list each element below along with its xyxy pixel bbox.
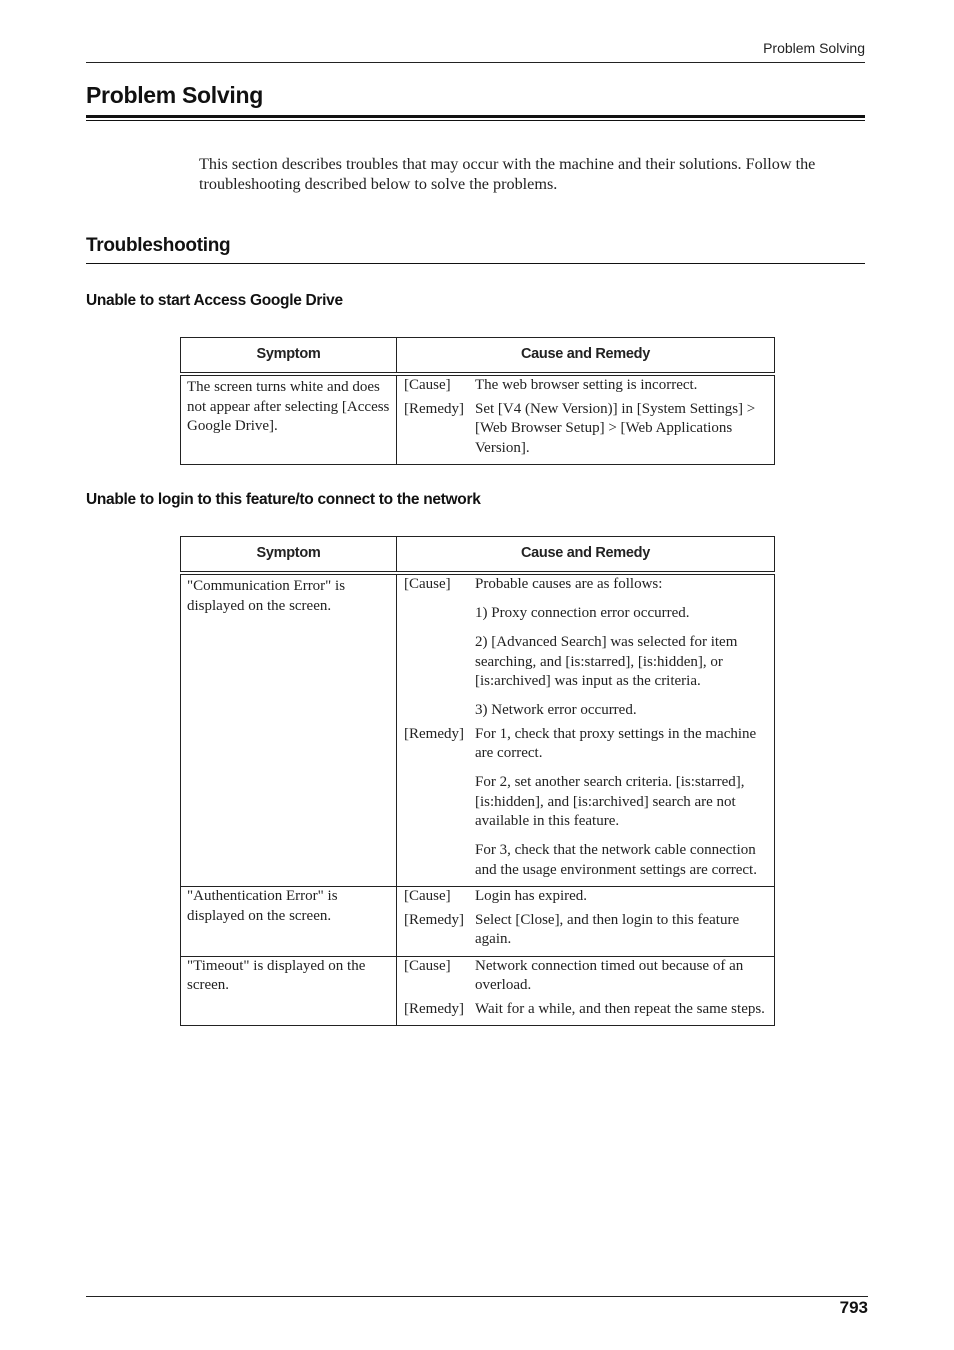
cause-remedy-entry	[404, 911, 767, 950]
section-title-troubleshooting: Troubleshooting	[86, 235, 231, 256]
intro-paragraph: This section describes troubles that may occur with the machine and their solutions. Follow the troubleshooting described below to solve the problems.	[199, 155, 816, 193]
entry-paragraph: 2) [Advanced Search] was selected for item searching, and [is:starred], [is:hidden], or [is:archived] was input as the criteria.	[475, 634, 738, 689]
entry-body	[475, 400, 767, 459]
entry-paragraph: The web browser setting is incorrect.	[475, 377, 698, 393]
entry-paragraph: Wait for a while, and then repeat the same steps.	[475, 1000, 765, 1017]
cause-remedy-entry	[404, 887, 767, 907]
cause-remedy-entry	[404, 1000, 767, 1020]
entry-paragraph: Probable causes are as follows:	[475, 576, 663, 592]
column-header-cause-remedy: Cause and Remedy	[397, 537, 775, 574]
cause-remedy-cell	[397, 956, 775, 1026]
subsection-title-login-network: Unable to login to this feature/to connect to the network	[86, 491, 481, 508]
cause-remedy-entry	[404, 400, 767, 459]
table-row	[181, 956, 775, 1026]
entry-paragraph: Set [V4 (New Version)] in [System Settings] > [Web Browser Setup] > [Web Applications Version].	[475, 400, 756, 456]
entry-tag: [Remedy]	[404, 1000, 464, 1017]
section-divider	[86, 263, 865, 264]
entry-body	[475, 725, 767, 881]
title-rule-thin	[86, 120, 865, 121]
table-row	[181, 887, 775, 957]
cause-remedy-entry	[404, 376, 767, 396]
symptom-cell: The screen turns white and does not appear after selecting [Access Google Drive].	[181, 374, 397, 465]
troubleshooting-table-access	[180, 337, 775, 465]
entry-paragraph: For 3, check that the network cable connection and the usage environment settings are correct.	[475, 842, 757, 878]
entry-body	[475, 575, 767, 721]
entry-tag: [Remedy]	[404, 400, 464, 417]
table-row	[181, 374, 775, 465]
entry-paragraph: 3) Network error occurred.	[475, 702, 637, 718]
entry-paragraph: Login has expired.	[475, 888, 588, 904]
troubleshooting-table-login	[180, 536, 775, 1026]
subsection-title-access-google-drive: Unable to start Access Google Drive	[86, 292, 343, 309]
symptom-cell: "Timeout" is displayed on the screen.	[181, 956, 397, 1026]
page-title: Problem Solving	[86, 82, 263, 108]
column-header-cause-remedy: Cause and Remedy	[397, 338, 775, 375]
table-row	[181, 573, 775, 887]
cause-remedy-entry	[404, 575, 767, 721]
entry-paragraph: 1) Proxy connection error occurred.	[475, 605, 690, 621]
header-divider	[86, 62, 865, 63]
cause-remedy-cell	[397, 573, 775, 887]
entry-paragraph: For 1, check that proxy settings in the machine are correct.	[475, 725, 757, 761]
symptom-cell: "Authentication Error" is displayed on the screen.	[181, 887, 397, 957]
entry-tag: [Cause]	[404, 888, 451, 904]
entry-paragraph: For 2, set another search criteria. [is:starred], [is:hidden], and [is:archived] search are not available in this feature.	[475, 774, 745, 829]
entry-body	[475, 887, 767, 907]
entry-tag: [Remedy]	[404, 725, 464, 742]
column-header-symptom: Symptom	[181, 338, 397, 375]
entry-tag: [Cause]	[404, 576, 451, 592]
page-number: 793	[839, 1298, 868, 1317]
entry-body	[475, 376, 767, 396]
entry-paragraph: Network connection timed out because of an overload.	[475, 957, 744, 993]
entry-body	[475, 957, 767, 996]
title-rule-thick	[86, 115, 865, 118]
cause-remedy-cell	[397, 887, 775, 957]
cause-remedy-entry	[404, 957, 767, 996]
symptom-cell: "Communication Error" is displayed on the screen.	[181, 573, 397, 887]
entry-tag: [Cause]	[404, 957, 451, 974]
entry-body	[475, 1000, 767, 1020]
entry-body	[475, 911, 767, 950]
entry-tag: [Remedy]	[404, 911, 464, 928]
column-header-symptom: Symptom	[181, 537, 397, 574]
footer-divider	[86, 1296, 868, 1297]
cause-remedy-cell	[397, 374, 775, 465]
entry-tag: [Cause]	[404, 377, 451, 393]
entry-paragraph: Select [Close], and then login to this feature again.	[475, 911, 740, 947]
running-header: Problem Solving	[763, 40, 865, 56]
cause-remedy-entry	[404, 725, 767, 881]
